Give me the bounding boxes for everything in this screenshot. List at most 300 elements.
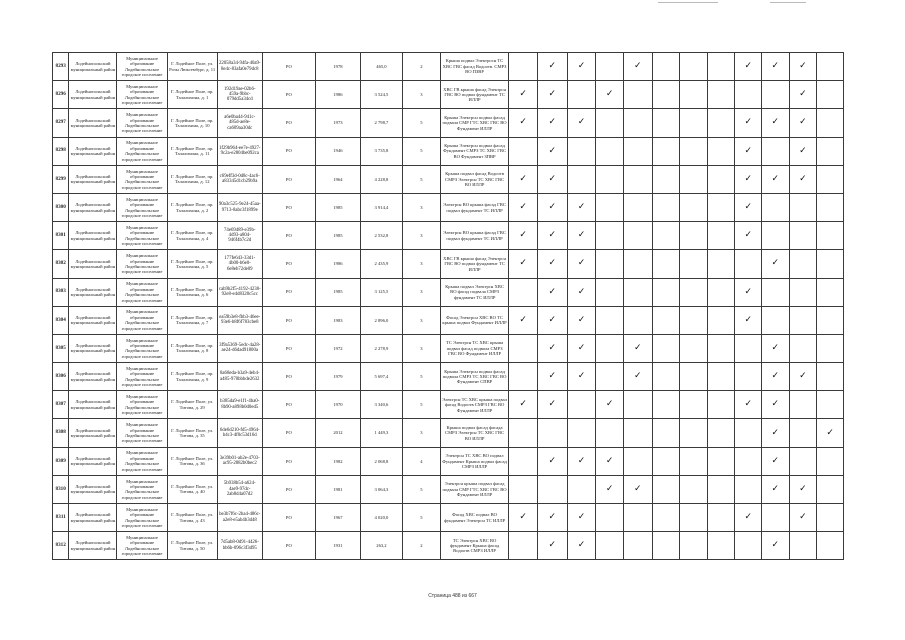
district-cell: Лодейнопольский муниципальный район [69,532,117,560]
work-check-cell [817,419,844,447]
row-id: 8296 [53,81,69,109]
work-check-cell [537,447,567,475]
work-check-cell [735,419,762,447]
guid-cell: 6de6d210-fd5-4964-b4c3-4f0c53d16d [217,419,262,447]
work-check-cell [652,53,680,81]
works-cell: Крыша Электрсн подвал фасад Фундамент СМРЗ ТС ХВС ГВС ВО Фундамент ЗПВР [440,137,509,165]
area-cell: 3 064,3 [360,475,402,503]
works-cell: Крыша подвал фасад Водоотв СМРЗ Электрсн ТС ХВС ГВС ВО ИЛЛР [440,165,509,193]
check-mark-icon: ✓ [605,483,614,494]
work-check-cell [596,81,624,109]
work-check-cell [680,109,708,137]
floors-cell: 5 [402,137,440,165]
municipality-cell: Муниципальное образование Лодейнопольское городское поселение [117,165,167,193]
check-mark-icon: ✓ [577,117,586,128]
floors-cell: 3 [402,278,440,306]
work-check-cell [509,137,538,165]
work-check-cell [623,504,652,532]
work-check-cell [596,306,624,334]
municipality-cell: Муниципальное образование Лодейнопольское городское поселение [117,334,167,362]
work-check-cell [789,250,817,278]
guid-cell: 1f29b964-ee7e-4927-9c2a-e2804be092ca [217,137,262,165]
address-cell: Г. Лодейное Поле, пр. Талалихина, д. 9 [167,363,217,391]
work-check-cell [817,165,844,193]
work-check-cell [596,53,624,81]
work-check-cell [680,475,708,503]
check-mark-icon: ✓ [744,230,752,241]
work-check-cell [623,363,652,391]
guid-cell: be3b7f6c-2ba4-486c-a2e8-e5ab4b3d48 [217,504,262,532]
work-check-cell [567,306,596,334]
check-mark-icon: ✓ [771,427,780,438]
check-mark-icon: ✓ [519,230,527,241]
work-check-cell [789,419,817,447]
work-check-cell [596,532,624,560]
area-cell: 3 125,5 [360,278,402,306]
work-check-cell [817,447,844,475]
work-check-cell [735,391,762,419]
check-mark-icon: ✓ [633,61,642,72]
work-check-cell [817,334,844,362]
work-check-cell [567,363,596,391]
work-check-cell [596,165,624,193]
work-check-cell [789,165,817,193]
check-mark-icon: ✓ [548,89,557,100]
check-mark-icon: ✓ [826,427,834,438]
work-check-cell [762,447,790,475]
work-check-cell [509,53,538,81]
works-cell: Крыша Электрсн подвал фасад подвала СМР ГТС ХВС ГВС ВО Фундамент ИЛЛР [440,109,509,137]
check-mark-icon: ✓ [799,117,807,128]
check-mark-icon: ✓ [771,540,780,551]
floors-cell: 3 [402,193,440,221]
work-check-cell [652,306,680,334]
work-check-cell [762,193,790,221]
address-cell: Г. Лодейное Поле, пр. Талалихина, д. 12 [167,165,217,193]
work-check-cell [623,222,652,250]
work-check-cell [735,250,762,278]
floors-cell: 4 [402,447,440,475]
work-check-cell [789,334,817,362]
work-check-cell [762,363,790,391]
work-check-cell [680,363,708,391]
type-cell: РО [262,532,315,560]
municipality-cell: Муниципальное образование Лодейнопольское городское поселение [117,532,167,560]
check-mark-icon: ✓ [744,61,752,72]
type-cell: РО [262,193,315,221]
work-check-cell [680,504,708,532]
page-footer: Страница 488 из 667 [428,593,477,599]
work-check-cell [652,137,680,165]
address-cell: Г. Лодейное Поле, ул. Титова, д. 35 [167,419,217,447]
check-mark-icon: ✓ [633,371,642,382]
work-check-cell [652,447,680,475]
check-mark-icon: ✓ [577,540,586,551]
work-check-cell [817,222,844,250]
type-cell: РО [262,306,315,334]
check-mark-icon: ✓ [771,173,780,184]
work-check-cell [680,137,708,165]
area-cell: 2 798,7 [360,109,402,137]
work-check-cell [789,278,817,306]
check-mark-icon: ✓ [799,173,807,184]
work-check-cell [596,504,624,532]
check-mark-icon: ✓ [605,89,614,100]
check-mark-icon: ✓ [548,230,557,241]
municipality-cell: Муниципальное образование Лодейнопольское городское поселение [117,504,167,532]
municipality-cell: Муниципальное образование Лодейнопольское городское поселение [117,222,167,250]
municipality-cell: Муниципальное образование Лодейнопольское городское поселение [117,475,167,503]
work-check-cell [762,81,790,109]
row-id: 8303 [53,278,69,306]
check-mark-icon: ✓ [548,258,557,269]
check-mark-icon: ✓ [519,399,527,410]
work-check-cell [789,391,817,419]
register-sheet [52,52,844,560]
check-mark-icon: ✓ [771,455,780,466]
works-cell: ХВС ГВ крыша фасад Электрсн ГВС ВО подвал фундамент ТС ИЛЛР [440,250,509,278]
check-mark-icon: ✓ [799,371,807,382]
work-check-cell [509,532,538,560]
work-check-cell [680,419,708,447]
work-check-cell [567,419,596,447]
work-check-cell [707,278,735,306]
works-cell: Электрсн ВО крыша фасад ГВС подвал фундамент ТС ИЛЛР [440,193,509,221]
work-check-cell [509,363,538,391]
work-check-cell [707,81,735,109]
check-mark-icon: ✓ [799,483,807,494]
floors-cell: 3 [402,419,440,447]
work-check-cell [762,306,790,334]
work-check-cell [762,53,790,81]
guid-cell: 5b938b54-a624-4ae9-97dc-2ab8d4a07d2 [217,475,262,503]
work-check-cell [596,447,624,475]
table-row [53,391,844,419]
work-check-cell [537,363,567,391]
work-check-cell [680,334,708,362]
work-check-cell [735,334,762,362]
work-check-cell [567,447,596,475]
works-cell: Электрсн ТС ХВС ВО подвал Фундамент Крыша подвал фасад СМРЗ ИЛЛР [440,447,509,475]
table-row [53,278,844,306]
work-check-cell [707,475,735,503]
year-cell: 1985 [315,222,360,250]
district-cell: Лодейнопольский муниципальный район [69,137,117,165]
floors-cell: 3 [402,222,440,250]
district-cell: Лодейнопольский муниципальный район [69,334,117,362]
work-check-cell [762,504,790,532]
work-check-cell [680,53,708,81]
work-check-cell [623,193,652,221]
municipality-cell: Муниципальное образование Лодейнопольское городское поселение [117,109,167,137]
row-id: 8305 [53,334,69,362]
type-cell: РО [262,447,315,475]
floors-cell: 5 [402,475,440,503]
address-cell: Г. Лодейное Поле, пр. Талалихина, д. 10 [167,109,217,137]
work-check-cell [509,391,538,419]
type-cell: РО [262,53,315,81]
work-check-cell [817,363,844,391]
work-check-cell [652,391,680,419]
guid-cell: c69eff3d-0d8c-4ac6-a83345d1cb29b9a [217,165,262,193]
work-check-cell [762,391,790,419]
work-check-cell [509,222,538,250]
check-mark-icon: ✓ [605,399,614,410]
work-check-cell [817,504,844,532]
work-check-cell [537,391,567,419]
check-mark-icon: ✓ [548,314,557,325]
work-check-cell [623,419,652,447]
type-cell: РО [262,391,315,419]
work-check-cell [680,278,708,306]
work-check-cell [567,334,596,362]
work-check-cell [817,137,844,165]
work-check-cell [735,81,762,109]
check-mark-icon: ✓ [744,145,752,156]
check-mark-icon: ✓ [577,512,586,523]
work-check-cell [623,334,652,362]
work-check-cell [707,447,735,475]
work-check-cell [652,165,680,193]
area-cell: 3 340,6 [360,391,402,419]
check-mark-icon: ✓ [744,399,752,410]
municipality-cell: Муниципальное образование Лодейнопольское городское поселение [117,250,167,278]
address-cell: Г. Лодейное Поле, пр. Талалихина, д. 6 [167,278,217,306]
address-cell: Г. Лодейное Поле, ул. Розы Люксембург, д. 11 [167,53,217,81]
work-check-cell [680,250,708,278]
work-check-cell [735,53,762,81]
work-check-cell [623,53,652,81]
table-row [53,193,844,221]
work-check-cell [762,475,790,503]
work-check-cell [623,475,652,503]
address-cell: Г. Лодейное Поле, ул. Титова, д. 43 [167,504,217,532]
check-mark-icon: ✓ [519,258,527,269]
work-check-cell [509,278,538,306]
work-check-cell [789,81,817,109]
work-check-cell [707,165,735,193]
work-check-cell [652,250,680,278]
work-check-cell [735,222,762,250]
guid-cell: a6e0ba44-941c-485d-ae8e-ca609aa30dc [217,109,262,137]
check-mark-icon: ✓ [577,258,586,269]
work-check-cell [652,109,680,137]
type-cell: РО [262,475,315,503]
type-cell: РО [262,222,315,250]
work-check-cell [789,306,817,334]
work-check-cell [652,81,680,109]
work-check-cell [817,278,844,306]
work-check-cell [623,165,652,193]
work-check-cell [509,447,538,475]
area-cell: 3 524,5 [360,81,402,109]
check-mark-icon: ✓ [519,512,527,523]
work-check-cell [817,53,844,81]
guid-cell: 74e69489-e39b-4d93-a804-946f4b7c2d [217,222,262,250]
table-row [53,109,844,137]
work-check-cell [596,278,624,306]
municipality-cell: Муниципальное образование Лодейнопольское городское поселение [117,391,167,419]
district-cell: Лодейнопольский муниципальный район [69,419,117,447]
district-cell: Лодейнопольский муниципальный район [69,250,117,278]
work-check-cell [623,391,652,419]
works-cell: Крыша подвал Электросн ТС ХВС ГВС фасад Водоотв. СМРЗ ВО ПЗВР [440,53,509,81]
municipality-cell: Муниципальное образование Лодейнопольское городское поселение [117,419,167,447]
municipality-cell: Муниципальное образование Лодейнопольское городское поселение [117,137,167,165]
check-mark-icon: ✓ [577,455,586,466]
check-mark-icon: ✓ [799,89,807,100]
area-cell: 2 896,0 [360,306,402,334]
work-check-cell [596,193,624,221]
address-cell: Г. Лодейное Поле, ул. Титова, д. 40 [167,475,217,503]
work-check-cell [680,193,708,221]
work-check-cell [762,278,790,306]
year-cell: 1986 [315,81,360,109]
check-mark-icon: ✓ [548,371,557,382]
work-check-cell [509,306,538,334]
work-check-cell [735,504,762,532]
work-check-cell [735,447,762,475]
check-mark-icon: ✓ [577,230,586,241]
works-cell: Фасад Электрсн ХВС ВО ТС крыша подвал Фундамент ИЛЛР [440,306,509,334]
year-cell: 1981 [315,475,360,503]
floors-cell: 5 [402,504,440,532]
work-check-cell [537,222,567,250]
work-check-cell [596,419,624,447]
work-check-cell [762,532,790,560]
floors-cell: 3 [402,306,440,334]
table-row [53,81,844,109]
guid-cell: 192d19ae-02b6-459a-9bbc-079dd5a34cd [217,81,262,109]
district-cell: Лодейнопольский муниципальный район [69,306,117,334]
table-row [53,250,844,278]
year-cell: 1964 [315,165,360,193]
work-check-cell [652,222,680,250]
district-cell: Лодейнопольский муниципальный район [69,447,117,475]
table-row [53,532,844,560]
work-check-cell [735,137,762,165]
works-cell: Крыша Электрсн подвал фасад подвала СМРЗ ТС ХВС ГВС ВО Фундамент СПВР [440,363,509,391]
year-cell: 1983 [315,306,360,334]
row-id: 8312 [53,532,69,560]
work-check-cell [623,81,652,109]
check-mark-icon: ✓ [771,483,780,494]
work-check-cell [762,222,790,250]
check-mark-icon: ✓ [577,202,586,213]
municipality-cell: Муниципальное образование Лодейнопольское городское поселение [117,306,167,334]
year-cell: 1931 [315,532,360,560]
type-cell: РО [262,504,315,532]
check-mark-icon: ✓ [548,342,557,353]
work-check-cell [537,504,567,532]
type-cell: РО [262,250,315,278]
district-cell: Лодейнопольский муниципальный район [69,109,117,137]
work-check-cell [817,81,844,109]
work-check-cell [537,193,567,221]
floors-cell: 3 [402,81,440,109]
check-mark-icon: ✓ [771,371,780,382]
work-check-cell [762,109,790,137]
row-id: 8298 [53,137,69,165]
floors-cell: 5 [402,165,440,193]
work-check-cell [762,334,790,362]
work-check-cell [623,137,652,165]
check-mark-icon: ✓ [605,455,614,466]
check-mark-icon: ✓ [519,89,527,100]
work-check-cell [735,475,762,503]
work-check-cell [652,193,680,221]
floors-cell: 3 [402,334,440,362]
work-check-cell [707,137,735,165]
works-cell: Электрсн крыша подвал фасад подвала СМР ГТС ХВС ГВС ВО Фундамент ИЛЛР [440,475,509,503]
type-cell: РО [262,334,315,362]
address-cell: Г. Лодейное Поле, пр. Талалихина, д. 4 [167,222,217,250]
check-mark-icon: ✓ [633,342,642,353]
work-check-cell [537,475,567,503]
work-check-cell [707,391,735,419]
work-check-cell [567,53,596,81]
work-check-cell [652,504,680,532]
year-cell: 1972 [315,334,360,362]
work-check-cell [707,193,735,221]
year-cell: 1967 [315,504,360,532]
check-mark-icon: ✓ [548,61,557,72]
address-cell: Г. Лодейное Поле, пр. Талалихина, д. 1 [167,81,217,109]
check-mark-icon: ✓ [771,117,780,128]
work-check-cell [680,81,708,109]
work-check-cell [707,222,735,250]
check-mark-icon: ✓ [577,342,586,353]
work-check-cell [537,532,567,560]
type-cell: РО [262,363,315,391]
check-mark-icon: ✓ [548,117,557,128]
guid-cell: 177fe643-33d1-4b00-b6e0-6e8eb72de09 [217,250,262,278]
year-cell: 1985 [315,278,360,306]
area-cell: 2 068,8 [360,447,402,475]
year-cell: 1970 [315,391,360,419]
works-cell: Фасад ХВС подвал ВО фундамент Электрсн ТС ИЛЛР [440,504,509,532]
work-check-cell [735,278,762,306]
type-cell: РО [262,81,315,109]
municipality-cell: Муниципальное образование Лодейнопольское городское поселение [117,53,167,81]
check-mark-icon: ✓ [548,286,557,297]
year-cell: 1986 [315,250,360,278]
district-cell: Лодейнопольский муниципальный район [69,222,117,250]
floors-cell: 2 [402,53,440,81]
floors-cell: 5 [402,391,440,419]
table-row [53,306,844,334]
work-check-cell [762,250,790,278]
row-id: 8299 [53,165,69,193]
check-mark-icon: ✓ [744,202,752,213]
work-check-cell [735,532,762,560]
work-check-cell [652,334,680,362]
work-check-cell [596,475,624,503]
work-check-cell [652,363,680,391]
work-check-cell [652,475,680,503]
work-check-cell [596,109,624,137]
type-cell: РО [262,137,315,165]
work-check-cell [762,419,790,447]
municipality-cell: Муниципальное образование Лодейнопольское городское поселение [117,363,167,391]
work-check-cell [789,504,817,532]
works-cell: Крыша подвал Электрсн ХВС ВО фасад подвала СМРЗ фундамент ТС ИЛЛР [440,278,509,306]
work-check-cell [509,193,538,221]
row-id: 8302 [53,250,69,278]
check-mark-icon: ✓ [548,145,557,156]
guid-cell: 3f9a5369-5edc-4a28-ae24-d6dad91800a [217,334,262,362]
work-check-cell [789,53,817,81]
